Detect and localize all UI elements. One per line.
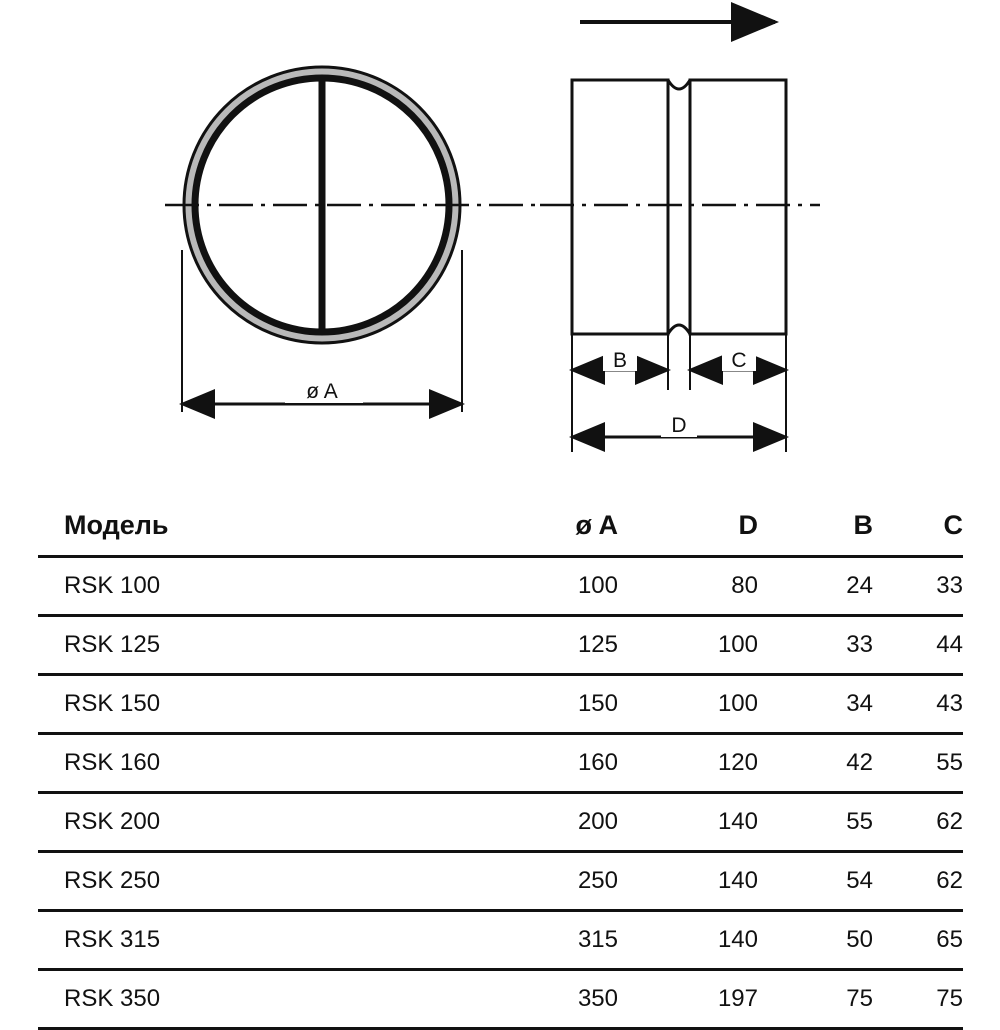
table-row xyxy=(38,911,963,970)
cell-c: 43 xyxy=(873,675,963,734)
label-d: D xyxy=(671,414,687,437)
cell-d: 140 xyxy=(618,793,758,852)
specification-table xyxy=(38,500,963,1030)
dimension-b xyxy=(572,347,668,372)
cell-c: 44 xyxy=(873,616,963,675)
cell-b: 54 xyxy=(758,852,873,911)
dimension-d xyxy=(572,412,786,437)
label-b: B xyxy=(612,349,628,372)
cell-a: 150 xyxy=(468,675,618,734)
cell-a: 350 xyxy=(468,970,618,1029)
cell-c: 65 xyxy=(873,911,963,970)
header-model: Модель xyxy=(64,510,169,540)
cell-b: 34 xyxy=(758,675,873,734)
cell-a: 160 xyxy=(468,734,618,793)
cell-model: RSK 150 xyxy=(38,675,468,734)
table-header xyxy=(38,500,963,557)
cell-b: 24 xyxy=(758,557,873,616)
cell-model: RSK 100 xyxy=(38,557,468,616)
cell-model: RSK 350 xyxy=(38,970,468,1029)
dimension-diameter-a xyxy=(182,377,462,404)
cell-d: 140 xyxy=(618,911,758,970)
front-view xyxy=(165,67,540,412)
cell-d: 120 xyxy=(618,734,758,793)
table-row xyxy=(38,970,963,1029)
label-diameter-a: ø A xyxy=(306,380,338,403)
cell-a: 100 xyxy=(468,557,618,616)
cell-a: 200 xyxy=(468,793,618,852)
dimension-c xyxy=(690,347,786,372)
cell-b: 33 xyxy=(758,616,873,675)
cell-d: 140 xyxy=(618,852,758,911)
header-d: D xyxy=(738,510,758,540)
cell-d: 80 xyxy=(618,557,758,616)
table-row xyxy=(38,675,963,734)
table-row xyxy=(38,616,963,675)
cell-model: RSK 200 xyxy=(38,793,468,852)
table-row xyxy=(38,852,963,911)
cell-d: 100 xyxy=(618,675,758,734)
header-diameter-a: ø A xyxy=(575,510,618,540)
cell-b: 50 xyxy=(758,911,873,970)
cell-c: 75 xyxy=(873,970,963,1029)
label-c: C xyxy=(731,349,747,372)
product-drawing xyxy=(0,0,1000,480)
cell-d: 100 xyxy=(618,616,758,675)
cell-a: 315 xyxy=(468,911,618,970)
cell-model: RSK 315 xyxy=(38,911,468,970)
table-row xyxy=(38,557,963,616)
header-c: C xyxy=(943,510,963,540)
cell-d: 197 xyxy=(618,970,758,1029)
side-view xyxy=(540,80,820,452)
cell-b: 42 xyxy=(758,734,873,793)
cell-model: RSK 125 xyxy=(38,616,468,675)
cell-model: RSK 250 xyxy=(38,852,468,911)
cell-b: 75 xyxy=(758,970,873,1029)
table-header-row xyxy=(38,500,963,557)
table-row xyxy=(38,734,963,793)
cell-c: 33 xyxy=(873,557,963,616)
cell-c: 55 xyxy=(873,734,963,793)
cell-b: 55 xyxy=(758,793,873,852)
table-row xyxy=(38,793,963,852)
cell-model: RSK 160 xyxy=(38,734,468,793)
table-body xyxy=(38,557,963,1029)
cell-c: 62 xyxy=(873,852,963,911)
cell-a: 125 xyxy=(468,616,618,675)
cell-c: 62 xyxy=(873,793,963,852)
header-b: B xyxy=(853,510,873,540)
cell-a: 250 xyxy=(468,852,618,911)
